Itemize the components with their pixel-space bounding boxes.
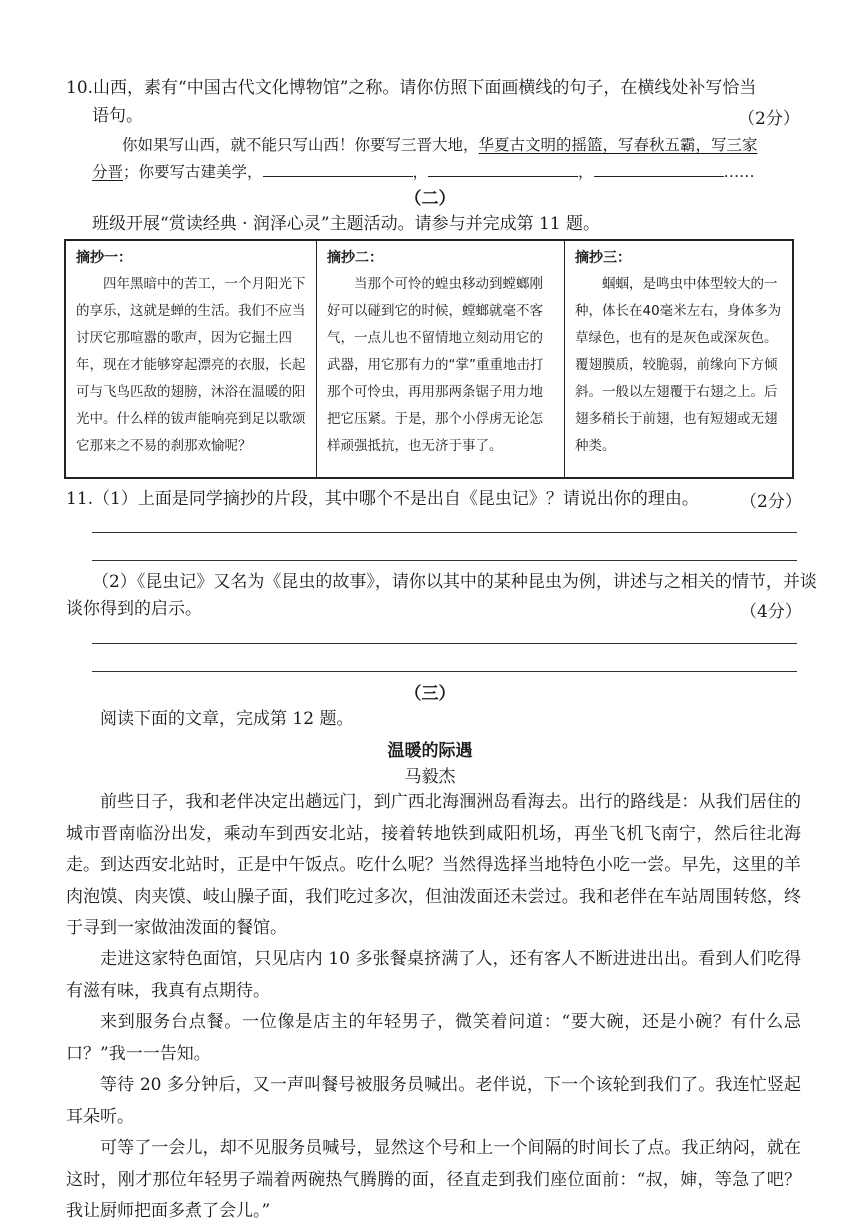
- article-paragraph-2: 到达西安北站时，正是中午饭点。吃什么呢？当然得选择当地特色小吃一尝。早先，这里的羊肉泡馍、肉夹馍、岐山臊子面，我们吃过多次，但油泼面还未尝过。我和老伴在车站周围转悠，终于寻到一家做油泼面的餐馆。: [66, 855, 801, 938]
- q10-score: （2分）: [738, 109, 800, 129]
- q10-example-underlined-2: 分晋: [92, 163, 124, 181]
- excerpt-1-text: 四年黑暗中的苦工，一个月阳光下的享乐，这就是蝉的生活。我们不应当讨厌它那喧嚣的歌声，因为它掘土四年，现在才能够穿起漂亮的衣服，长起可与飞鸟匹敌的翅膀，沐浴在温暖的阳光中。什么样的钹声能响亮到足以歌颂它那来之不易的刹那欢愉呢？: [76, 276, 306, 454]
- q11-answer-line-4[interactable]: [92, 671, 797, 672]
- section2-intro: 班级开展“赏读经典 · 润泽心灵”主题活动。请参与并完成第 11 题。: [92, 214, 601, 234]
- q11-answer-line-3[interactable]: [92, 643, 797, 644]
- excerpt-3: [564, 241, 792, 477]
- excerpt-table: [64, 239, 794, 479]
- q11-part1-score: （2分）: [740, 492, 802, 512]
- excerpt-1-title: 摘抄一：: [76, 250, 132, 266]
- q11-part2-line1: （2）《昆虫记》又名为《昆虫的故事》，请你以其中的某种昆虫为例，讲述与之相关的情节，并谈: [92, 572, 817, 592]
- excerpt-2-title: 摘抄二：: [327, 250, 383, 266]
- q10-example-line2: [92, 160, 755, 184]
- q11-part2-score: （4分）: [740, 602, 802, 622]
- article-title: 温暖的际遇: [387, 741, 473, 761]
- q10-blank-2[interactable]: [428, 160, 578, 177]
- excerpt-2-text: 当那个可怜的蝗虫移动到螳螂刚好可以碰到它的时候，螳螂就毫不客气，一点儿也不留情地立刻动用它的武器，用它那有力的“掌”重重地击打那个可怜虫，再用那两条锯子用力地把它压紧。于是，那个小俘虏无论怎样顽强抵抗，也无济于事了。: [327, 276, 544, 454]
- q10-example-underlined: 华夏古文明的摇篮，写春秋五霸，写三家: [478, 136, 758, 154]
- article-paragraph-6: 可等了一会儿，却不见服务员喊号，显然这个号和上一个间隔的时间长了点。我正纳闷，就在这时，刚才那位年轻男子端着两碗热气腾腾的面，径直走到我们座位面前：“叔，婶，等急了吧？我让厨师把面多煮了会儿。”: [66, 1138, 801, 1221]
- article-paragraph-4: 来到服务台点餐。一位像是店主的年轻男子，微笑着问道：“要大碗，还是小碗？有什么忌口？”我一一告知。: [66, 1012, 801, 1064]
- q10-blank-3[interactable]: [594, 160, 724, 177]
- section3-heading: （三）: [404, 684, 456, 704]
- section3-intro: 阅读下面的文章，完成第 12 题。: [100, 709, 354, 729]
- excerpt-3-text: 蝈蝈，是鸣虫中体型较大的一种，体长在40毫米左右，身体多为草绿色，也有的是灰色或深灰色。覆翅膜质，较脆弱，前缘向下方倾斜。一般以左翅覆于右翅之上。后翅多稍长于前翅，也有短翅或无翅种类。: [575, 276, 782, 454]
- excerpt-3-title: 摘抄三：: [575, 250, 631, 266]
- excerpt-2: [316, 241, 564, 477]
- q11-part2-line2: 谈你得到的启示。: [66, 599, 202, 619]
- q10-example-line1: [122, 133, 758, 157]
- q10-separator-2: ，: [578, 163, 594, 181]
- q10-example-text-2: ；你要写古建美学，: [123, 163, 263, 181]
- excerpt-1: [66, 241, 316, 477]
- q10-prompt-line1: 10.山西，素有“中国古代文化博物馆”之称。请你仿照下面画横线的句子，在横线处补写恰当: [66, 78, 757, 98]
- article-author: 马毅杰: [404, 767, 456, 787]
- article-paragraph-5: 等待 20 多分钟后，又一声叫餐号被服务员喊出。老伴说，下一个该轮到我们了。我连忙竖起耳朵听。: [66, 1075, 801, 1127]
- q11-part1: 11.（1）上面是同学摘抄的片段，其中哪个不是出自《昆虫记》？请说出你的理由。: [66, 489, 699, 509]
- q11-answer-line-2[interactable]: [92, 560, 797, 561]
- q10-blank-1[interactable]: [263, 160, 413, 177]
- q11-answer-line-1[interactable]: [92, 532, 797, 533]
- section2-heading: （二）: [404, 189, 456, 209]
- q10-separator-1: ，: [412, 163, 429, 181]
- q10-ellipsis: ……: [723, 163, 755, 181]
- article-paragraph-3: 走进这家特色面馆，只见店内 10 多张餐桌挤满了人，还有客人不断进进出出。看到人们吃得有滋有味，我真有点期待。: [66, 949, 801, 1001]
- q10-example-text: 你如果写山西，就不能只写山西！你要写三晋大地，: [122, 136, 479, 154]
- q10-prompt-line2: 语句。: [92, 106, 143, 126]
- article-paragraph-1: 前些日子，我和老伴决定出趟远门，到广西北海涠洲岛看海去。出行的路线是：从我们居住的城市晋南临汾出发，乘动车到西安北站，接着转地铁到咸阳机场，再坐飞机飞南宁，然后往北海走。: [66, 792, 801, 875]
